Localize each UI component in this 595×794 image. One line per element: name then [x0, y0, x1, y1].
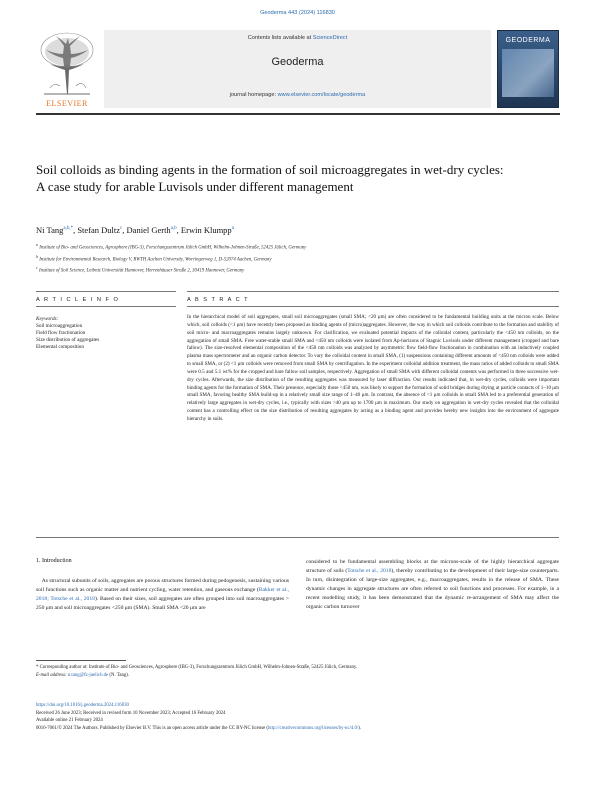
- contents-line: [104, 35, 491, 41]
- contents-prefix: Contents lists available at: [247, 35, 313, 41]
- body-text: ), thereby contributing to the development of their large-size counterparts. In turn, disintegration of large-size aggregates, e.g., macroaggregates, results in the release of SMA. These dynamic changes in aggregate structures are often referred to soil functions and processes. For example, in a recent modelling study, it has been demonstrated that the dynamic re-arrangement of SMA may affect the organic carbon turnover: [306, 568, 559, 610]
- author-name[interactable]: Daniel Gerth: [126, 225, 171, 235]
- author-list: Ni Tang$^{a,b,*}$, Stefan Dultz$^c$, Daniel Gerth$^{a,b}$, Erwin Klumpp$^a$: [36, 225, 234, 235]
- body-column-left: [36, 577, 289, 613]
- affil-text: Institute of Soil Science, Leibniz Universität Hannover, Herrenhäuser Straße 2, 30419 Hannover, Germany: [38, 268, 245, 274]
- abstract-rule: [187, 306, 559, 307]
- abstract-text: In the hierarchical model of soil aggregates, small soil microaggregates (small SMA; <20 μm) are often considered to be fundamental building units at the micron scale. Below which, soil colloids (<1 μm) have recently been proposed as binding agents of (micro)aggregates. However, the way in which soil colloids contribute to the formation and stability of soil micro- and macroaggregates remains largely unknown. For clarification, we evaluated potential impacts of the colloidal content, particularly the <450 nm colloids, on the aggregation of small SMA. Free water-stable small SMA and <450 nm colloids were isolated from Ap-horizons of Stagnic Luvisols under different management (cropped and bare fallow). The size-resolved elemental composition of the <450 nm colloids was analyzed by asymmetric flow field-flow fractionation in combination with an inductively coupled plasma mass spectrometer and an organic carbon detector. To vary the colloidal content in small SMA, (1) suspensions containing different amounts of <450 nm colloids were added to small SMA, or (2) <1 μm colloids were removed from small SMA by centrifugation. In the experiment colloidal addition treatment, the mass ratios of added colloids to small SMA were 0.5 and 5.1 wt% for the cropped and bare fallow soil samples, respectively. Aggregation of small SMA with different colloidal contents was performed in three successive wet-dry cycles. Afterwards, the size distribution of the resulting aggregates was measured by laser diffraction. Our results indicated that, in wet-dry cycles, colloids were important binding agents for the formation of SMA. Their presence, especially those <450 nm, was likely to support the formation of solid bridges during drying at particle contacts of 1–10 μm small SMA, favoring healthy SMA build-up in a relatively small size range of 1–40 μm. In contrast, the absence of <1 μm colloids in small SMA led to a preferential generation of relatively large aggregates in wet-dry cycles, i.e., typically with sizes >40 μm up to 1700 μm in maximum. Our study on aggregation in wet-dry cycles revealed that the colloidal content has a controlling effect on the size distribution of resulting aggregates by acting as a binding agent and provides hereby new insights into the environment of aggregate hierarchy in soils.: [187, 314, 559, 422]
- keyword: Field flow fractionation: [36, 330, 86, 336]
- cover-title: GEODERMA: [505, 37, 551, 44]
- article-meta-footer: [36, 702, 559, 732]
- license-suffix: ).: [358, 725, 362, 731]
- affil-text: Institute of Bio- and Geosciences, Agrosphere (IBG-3), Forschungszentrum Jülich GmbH, Wilhelm-Johnen-Straße, 52425 Jülich, Germany: [39, 245, 307, 251]
- keyword: Size distribution of aggregates: [36, 337, 100, 343]
- footnotes: [36, 664, 559, 679]
- author-affil-marker[interactable]: a,b: [170, 226, 177, 232]
- journal-name[interactable]: Geoderma: [271, 56, 324, 68]
- body-text: As structural subunits of soils, aggregates are porous structures formed during pedogenesis, sustaining various soil functions such as organic matter and nutrient cycling, water retention, and gaseous exchange (: [36, 578, 290, 593]
- body-column-right: [306, 558, 559, 612]
- license-link[interactable]: http://creativecommons.org/licenses/by-nc/4.0/: [268, 725, 359, 731]
- elsevier-logo[interactable]: [36, 30, 98, 108]
- article-info-rule: [36, 306, 176, 307]
- author-affil-marker[interactable]: a,b,*: [63, 226, 74, 232]
- affil-marker: a: [36, 242, 38, 247]
- citation-link[interactable]: Totsche et al., 2018: [347, 568, 392, 574]
- license-note: [36, 725, 559, 733]
- author-name[interactable]: Stefan Dultz: [77, 225, 121, 235]
- keywords-label: Keywords:: [36, 316, 59, 322]
- journal-header-box: [104, 30, 491, 108]
- email-suffix: (N. Tang).: [108, 672, 130, 678]
- body-text: considered to be fundamental assembling blocks at the microns-scale of the highly hierarchical aggregate structure of soils (: [306, 559, 559, 574]
- available-online: Available online 21 February 2024: [36, 718, 103, 724]
- keyword: Soil microaggregation: [36, 323, 83, 329]
- footnote-divider: [36, 660, 126, 661]
- citation-link[interactable]: Bakker et al., 2018; Totsche et al., 2018: [36, 587, 289, 602]
- homepage-link[interactable]: www.elsevier.com/locate/geoderma: [277, 92, 366, 98]
- section-heading-introduction: 1. Introduction: [36, 558, 72, 564]
- sciencedirect-link[interactable]: ScienceDirect: [312, 35, 348, 41]
- author-affil-marker[interactable]: c: [120, 226, 123, 232]
- affil-text: Institute for Environmental Research, Biology V, RWTH Aachen University, Worringerweg 1, D-52074 Aachen, Germany: [39, 257, 272, 263]
- affil-marker: b: [36, 253, 38, 259]
- affiliation: [36, 241, 556, 253]
- author-affil-marker[interactable]: a: [231, 226, 234, 232]
- received-dates: Received 26 June 2023; Received in revised form 10 November 2023; Accepted 16 February 2024: [36, 710, 226, 716]
- corresponding-author-note: * Corresponding author at: Institute of Bio- and Geosciences, Agrosphere (IBG-3), Forschungszentrum Jülich GmbH, Wilhelm-Johnen-Straße, 52425 Jülich, Germany.: [36, 665, 358, 670]
- author-name[interactable]: Erwin Klumpp: [180, 225, 232, 235]
- keyword: Elemental composition: [36, 344, 84, 350]
- affiliation: [36, 253, 556, 265]
- affil-marker: c: [36, 265, 38, 271]
- tree-icon: [36, 30, 98, 96]
- email-label: E-mail address:: [36, 672, 68, 678]
- affiliations: [36, 241, 556, 276]
- article-info-header: A R T I C L E I N F O: [36, 297, 120, 303]
- cover-image: [502, 49, 554, 97]
- body-text: ). Based on their sizes, soil aggregates are often grouped into soil macroaggregates > 250 μm and soil microaggregates <250 μm (SMA). Small SMA <20 μm are: [36, 596, 289, 611]
- journal-citation[interactable]: Geoderma 443 (2024) 116830: [260, 10, 335, 16]
- header-divider: [36, 113, 560, 115]
- article-title: Soil colloids as binding agents in the formation of soil microaggregates in wet-dry cycles: A case study for arable Luvisols under different management: [36, 162, 504, 194]
- publisher-name: ELSEVIER: [46, 99, 88, 108]
- author-name[interactable]: Ni Tang: [36, 225, 64, 235]
- abstract-end-rule: [36, 537, 559, 538]
- affiliation: [36, 264, 556, 276]
- email-link[interactable]: n.tang@fz-juelich.de: [67, 672, 109, 678]
- keywords-block: [36, 316, 176, 351]
- doi-link[interactable]: https://doi.org/10.1016/j.geoderma.2024.116830: [36, 703, 129, 708]
- abstract-rule-top: [187, 291, 559, 292]
- email-note: [36, 672, 559, 680]
- journal-cover[interactable]: [497, 30, 559, 108]
- article-info-rule-top: [36, 291, 176, 292]
- homepage-prefix: journal homepage:: [229, 92, 278, 98]
- abstract-header: A B S T R A C T: [187, 297, 249, 303]
- homepage-line: [104, 92, 491, 98]
- license-text: 0016-7061/© 2024 The Authors. Published by Elsevier B.V. This is an open access article under the CC BY-NC license (: [36, 725, 268, 731]
